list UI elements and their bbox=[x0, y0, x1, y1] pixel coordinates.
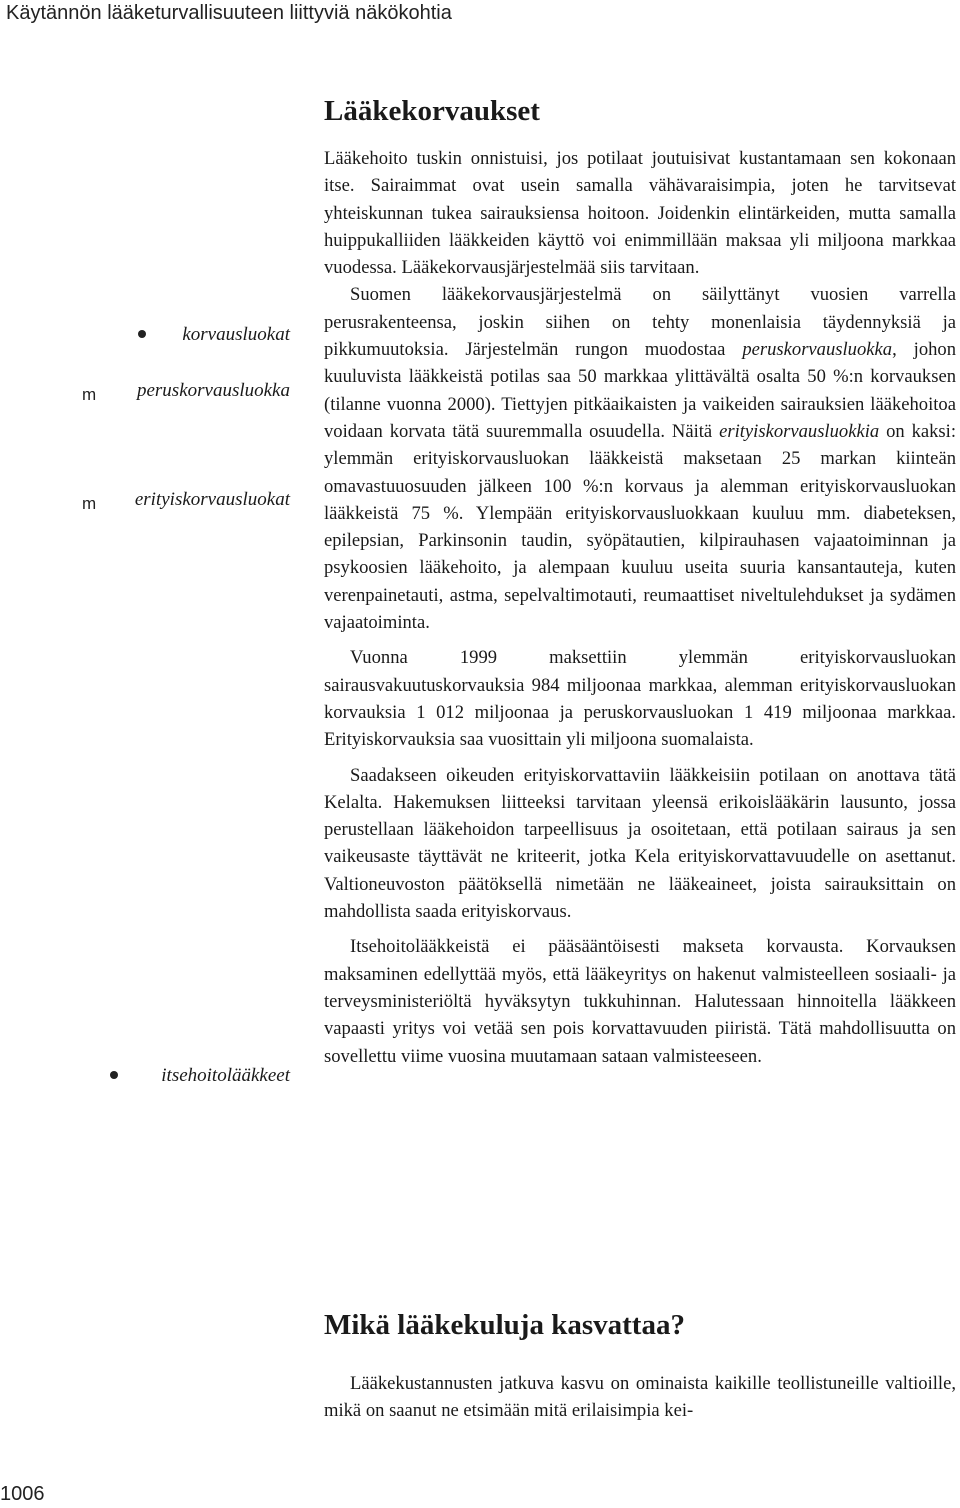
margin-note-erityiskorvausluokat: erityiskorvausluokat bbox=[134, 489, 290, 510]
margin-note-korvausluokat: korvausluokat bbox=[182, 324, 290, 345]
paragraph-4: Saadakseen oikeuden erityiskorvattaviin lääkkeisiin potilaan on anottava tätä Kelalta. Hakemuksen liitteeksi tarvitaan yleensä erikoislääkärin lausunto, jossa perustellaan lääkehoidon tarpeellisuus ja osoitetaan, että potilaan sairaus ja sen vaikeusaste täyttävät ne kriteerit, jotka Kela erityiskorvattavuudelle on asettanut. Valtioneuvoston päätöksellä nimetään ne lääkeaineet, joista sairauksittain on mahdollista saada erityiskorvaus. bbox=[324, 764, 956, 923]
sub-bullet-icon: m bbox=[82, 385, 97, 404]
paragraph-1: Lääkehoito tuskin onnistuisi, jos potilaat joutuisivat kustantamaan sen kokonaan itse. Sairaimmat ovat usein samalla vähävaraisimpia, joten he tarvitsevat yhteiskunnan tukea sairauksiensa hoitoon. Joidenkin elintärkeiden, mutta samalla huippukalliiden lääkkeiden käyttö voi enimmillään maksaa yli miljoona markkaa vuodessa. Lääkekorvausjärjestelmää siis tarvitaan. bbox=[324, 148, 956, 279]
paragraph-3: Vuonna 1999 maksettiin ylemmän erityiskorvausluokan sairausvakuutuskorvauksia 984 miljoonaa markkaa, alemman erityiskorvausluokan korvauksia 1 012 miljoonaa ja peruskorvausluokan 1 419 miljoonaa markkaa. Erityiskorvauksia saa vuosittain yli miljoona suomalaista. bbox=[324, 647, 956, 751]
margin-note-itsehoitolaakkeet: itsehoitolääkkeet bbox=[161, 1065, 290, 1086]
sub-bullet-icon: m bbox=[82, 494, 97, 513]
paragraph-2 bbox=[324, 281, 956, 636]
page-number: 1006 bbox=[0, 1483, 45, 1505]
term-erityiskorvausluokkia: erityiskorvausluokkia bbox=[719, 420, 880, 442]
section-2-text bbox=[324, 1370, 956, 1425]
section-laakekorvaukset bbox=[324, 92, 956, 1070]
margin-note-peruskorvausluokka: peruskorvausluokka bbox=[136, 380, 290, 401]
paragraph-2-part-b: , johon kuuluvista lääkkeistä potilas saa 50 markkaa ylittävältä osalta 50 %:n korvauksen (tilanne vuonna 2000). Tiettyjen pitkäaikaisten ja vaikeiden sairauksien lääkehoitoa voidaan korvata tätä suuremmalla osuudella. Näitä bbox=[324, 339, 957, 442]
section-2-paragraph-1: Lääkekustannusten jatkuva kasvu on ominaista kaikille teollistuneille valtioille, mikä on saanut ne etsimään mitä erilaisimpia kei- bbox=[324, 1373, 956, 1422]
section-heading-2: Mikä lääkekuluja kasvattaa? bbox=[324, 1309, 685, 1341]
paragraph-2-part-c: on kaksi: ylemmän erityiskorvausluokan lääkkeistä maksetaan 25 markan kiinteän omavastuuosuuden jälkeen 100 %:n korvaus ja alemman erityiskorvausluokan lääkkeistä 75 %. Ylempään erityiskorvausluokkaan kuuluu mm. diabeteksen, epilepsian, Parkinsonin taudin, syöpätautien, kilpirauhasen vajaatoiminnan ja psykoosien lääkehoito, ja alempaan kuuluu useita suuria kansantauteja, kuten verenpainetauti, astma, sepelvaltimotauti, reumaattiset niveltulehdukset ja sydämen vajaatoiminta. bbox=[324, 420, 956, 634]
section-heading: Lääkekorvaukset bbox=[324, 95, 540, 127]
term-peruskorvausluokka: peruskorvausluokka bbox=[742, 339, 893, 361]
paragraph-5: Itsehoitolääkkeistä ei pääsääntöisesti makseta korvausta. Korvauksen maksaminen edellyttää myös, että lääkeyritys on hakenut valmisteelleen sosiaali- ja terveysministeriöltä hyväksytyn tukkuhinnan. Halutessaan hinnoitella lääkkeen vapaasti yritys voi vetää sen pois korvattavuuden piiristä. Tätä mahdollisuutta on sovellettu viime vuosina muutamaan sataan valmisteeseen. bbox=[324, 936, 956, 1067]
paragraph-2-part-a: Suomen lääkekorvausjärjestelmä on säilyttänyt vuosien varrella perusrakenteensa, joskin siihen on tehty monenlaisia täydennyksiä ja pikkumuutoksia. Järjestelmän rungon muodostaa bbox=[324, 284, 956, 361]
running-title: Käytännön lääketurvallisuuteen liittyviä näkökohtia bbox=[6, 2, 452, 24]
